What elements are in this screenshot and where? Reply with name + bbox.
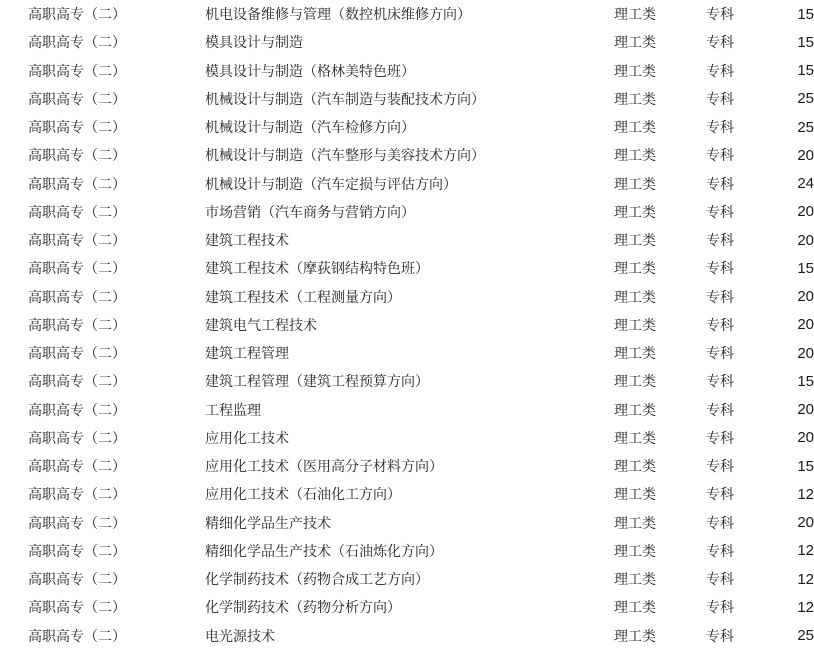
row-category-cell: 理工类: [614, 205, 656, 221]
row-category-cell: 理工类: [614, 629, 656, 645]
row-level-cell: 高职高专（二）: [28, 205, 126, 221]
row-program-cell: 建筑工程技术: [205, 234, 289, 250]
row-level-cell: 高职高专（二）: [28, 121, 126, 137]
row-category-cell: 理工类: [614, 601, 656, 617]
row-quota-cell: 25: [797, 627, 814, 645]
row-level-cell: 高职高专（二）: [28, 516, 126, 532]
row-program-cell: 建筑工程技术（工程测量方向）: [205, 290, 401, 306]
row-quota-cell: 15: [797, 372, 814, 390]
row-level-cell: 高职高专（二）: [28, 460, 126, 476]
row-quota-cell: 15: [797, 62, 814, 80]
row-category-cell: 理工类: [614, 36, 656, 52]
table-row: [0, 339, 814, 367]
row-program-cell: 精细化学品生产技术（石油炼化方向）: [205, 544, 443, 560]
row-degree-cell: 专科: [706, 488, 734, 504]
row-quota-cell: 15: [797, 33, 814, 51]
row-level-cell: 高职高专（二）: [28, 290, 126, 306]
row-program-cell: 机电设备维修与管理（数控机床维修方向）: [205, 8, 471, 24]
row-program-cell: 精细化学品生产技术: [205, 516, 331, 532]
row-program-cell: 机械设计与制造（汽车检修方向）: [205, 121, 415, 137]
table-row: [0, 622, 814, 650]
row-quota-cell: 20: [797, 231, 814, 249]
row-quota-cell: 15: [797, 5, 814, 23]
row-degree-cell: 专科: [706, 403, 734, 419]
row-quota-cell: 12: [797, 570, 814, 588]
row-program-cell: 应用化工技术: [205, 431, 289, 447]
row-category-cell: 理工类: [614, 177, 656, 193]
table-row: [0, 254, 814, 282]
row-program-cell: 市场营销（汽车商务与营销方向）: [205, 205, 415, 221]
row-program-cell: 建筑工程技术（摩荻钢结构特色班）: [205, 262, 429, 278]
table-row: [0, 396, 814, 424]
row-category-cell: 理工类: [614, 375, 656, 391]
row-program-cell: 建筑工程管理（建筑工程预算方向）: [205, 375, 429, 391]
row-level-cell: 高职高专（二）: [28, 403, 126, 419]
table-row: [0, 28, 814, 56]
row-category-cell: 理工类: [614, 460, 656, 476]
row-quota-cell: 25: [797, 118, 814, 136]
table-row: [0, 565, 814, 593]
row-quota-cell: 15: [797, 259, 814, 277]
row-level-cell: 高职高专（二）: [28, 601, 126, 617]
row-program-cell: 建筑工程管理: [205, 347, 289, 363]
row-category-cell: 理工类: [614, 234, 656, 250]
row-degree-cell: 专科: [706, 601, 734, 617]
row-program-cell: 模具设计与制造（格林美特色班）: [205, 64, 415, 80]
table-row: [0, 509, 814, 537]
table-row: [0, 57, 814, 85]
table-row: [0, 170, 814, 198]
row-category-cell: 理工类: [614, 488, 656, 504]
row-category-cell: 理工类: [614, 8, 656, 24]
row-quota-cell: 12: [797, 485, 814, 503]
row-level-cell: 高职高专（二）: [28, 431, 126, 447]
table-row: [0, 85, 814, 113]
row-program-cell: 建筑电气工程技术: [205, 318, 317, 334]
row-level-cell: 高职高专（二）: [28, 64, 126, 80]
table-row: [0, 283, 814, 311]
row-level-cell: 高职高专（二）: [28, 544, 126, 560]
row-degree-cell: 专科: [706, 36, 734, 52]
row-category-cell: 理工类: [614, 149, 656, 165]
table-row: [0, 0, 814, 28]
row-level-cell: 高职高专（二）: [28, 318, 126, 334]
row-program-cell: 化学制药技术（药物合成工艺方向）: [205, 573, 429, 589]
row-level-cell: 高职高专（二）: [28, 234, 126, 250]
row-degree-cell: 专科: [706, 347, 734, 363]
row-degree-cell: 专科: [706, 516, 734, 532]
row-degree-cell: 专科: [706, 149, 734, 165]
row-quota-cell: 12: [797, 542, 814, 560]
row-degree-cell: 专科: [706, 573, 734, 589]
row-degree-cell: 专科: [706, 177, 734, 193]
row-level-cell: 高职高专（二）: [28, 573, 126, 589]
table-row: [0, 452, 814, 480]
row-quota-cell: 25: [797, 90, 814, 108]
row-quota-cell: 20: [797, 146, 814, 164]
row-program-cell: 应用化工技术（石油化工方向）: [205, 488, 401, 504]
row-category-cell: 理工类: [614, 347, 656, 363]
row-level-cell: 高职高专（二）: [28, 92, 126, 108]
row-level-cell: 高职高专（二）: [28, 36, 126, 52]
row-degree-cell: 专科: [706, 205, 734, 221]
row-category-cell: 理工类: [614, 318, 656, 334]
row-quota-cell: 20: [797, 344, 814, 362]
row-category-cell: 理工类: [614, 92, 656, 108]
row-quota-cell: 20: [797, 429, 814, 447]
row-category-cell: 理工类: [614, 121, 656, 137]
row-quota-cell: 24: [797, 175, 814, 193]
table-row: [0, 113, 814, 141]
row-level-cell: 高职高专（二）: [28, 629, 126, 645]
row-degree-cell: 专科: [706, 64, 734, 80]
row-degree-cell: 专科: [706, 262, 734, 278]
row-degree-cell: 专科: [706, 92, 734, 108]
table-row: [0, 480, 814, 508]
row-category-cell: 理工类: [614, 290, 656, 306]
row-level-cell: 高职高专（二）: [28, 488, 126, 504]
row-quota-cell: 12: [797, 598, 814, 616]
row-program-cell: 机械设计与制造（汽车制造与装配技术方向）: [205, 92, 485, 108]
row-level-cell: 高职高专（二）: [28, 375, 126, 391]
row-category-cell: 理工类: [614, 64, 656, 80]
row-quota-cell: 20: [797, 288, 814, 306]
row-category-cell: 理工类: [614, 516, 656, 532]
table-row: [0, 141, 814, 169]
row-category-cell: 理工类: [614, 403, 656, 419]
row-program-cell: 工程监理: [205, 403, 261, 419]
row-level-cell: 高职高专（二）: [28, 347, 126, 363]
row-category-cell: 理工类: [614, 573, 656, 589]
row-quota-cell: 20: [797, 514, 814, 532]
row-quota-cell: 20: [797, 203, 814, 221]
row-degree-cell: 专科: [706, 460, 734, 476]
row-degree-cell: 专科: [706, 375, 734, 391]
table-row: [0, 198, 814, 226]
row-level-cell: 高职高专（二）: [28, 149, 126, 165]
row-degree-cell: 专科: [706, 8, 734, 24]
row-program-cell: 应用化工技术（医用高分子材料方向）: [205, 460, 443, 476]
row-degree-cell: 专科: [706, 121, 734, 137]
table-row: [0, 593, 814, 621]
row-degree-cell: 专科: [706, 234, 734, 250]
row-category-cell: 理工类: [614, 431, 656, 447]
row-program-cell: 电光源技术: [205, 629, 275, 645]
row-level-cell: 高职高专（二）: [28, 177, 126, 193]
row-degree-cell: 专科: [706, 544, 734, 560]
table-row: [0, 367, 814, 395]
row-level-cell: 高职高专（二）: [28, 262, 126, 278]
table-row: [0, 424, 814, 452]
row-degree-cell: 专科: [706, 629, 734, 645]
table-row: [0, 537, 814, 565]
row-quota-cell: 20: [797, 401, 814, 419]
row-program-cell: 机械设计与制造（汽车定损与评估方向）: [205, 177, 457, 193]
row-program-cell: 化学制药技术（药物分析方向）: [205, 601, 401, 617]
row-degree-cell: 专科: [706, 290, 734, 306]
table-row: [0, 311, 814, 339]
row-category-cell: 理工类: [614, 262, 656, 278]
row-degree-cell: 专科: [706, 318, 734, 334]
row-category-cell: 理工类: [614, 544, 656, 560]
row-degree-cell: 专科: [706, 431, 734, 447]
row-program-cell: 模具设计与制造: [205, 36, 303, 52]
table-row: [0, 226, 814, 254]
row-quota-cell: 20: [797, 316, 814, 334]
row-quota-cell: 15: [797, 457, 814, 475]
row-level-cell: 高职高专（二）: [28, 8, 126, 24]
row-program-cell: 机械设计与制造（汽车整形与美容技术方向）: [205, 149, 485, 165]
